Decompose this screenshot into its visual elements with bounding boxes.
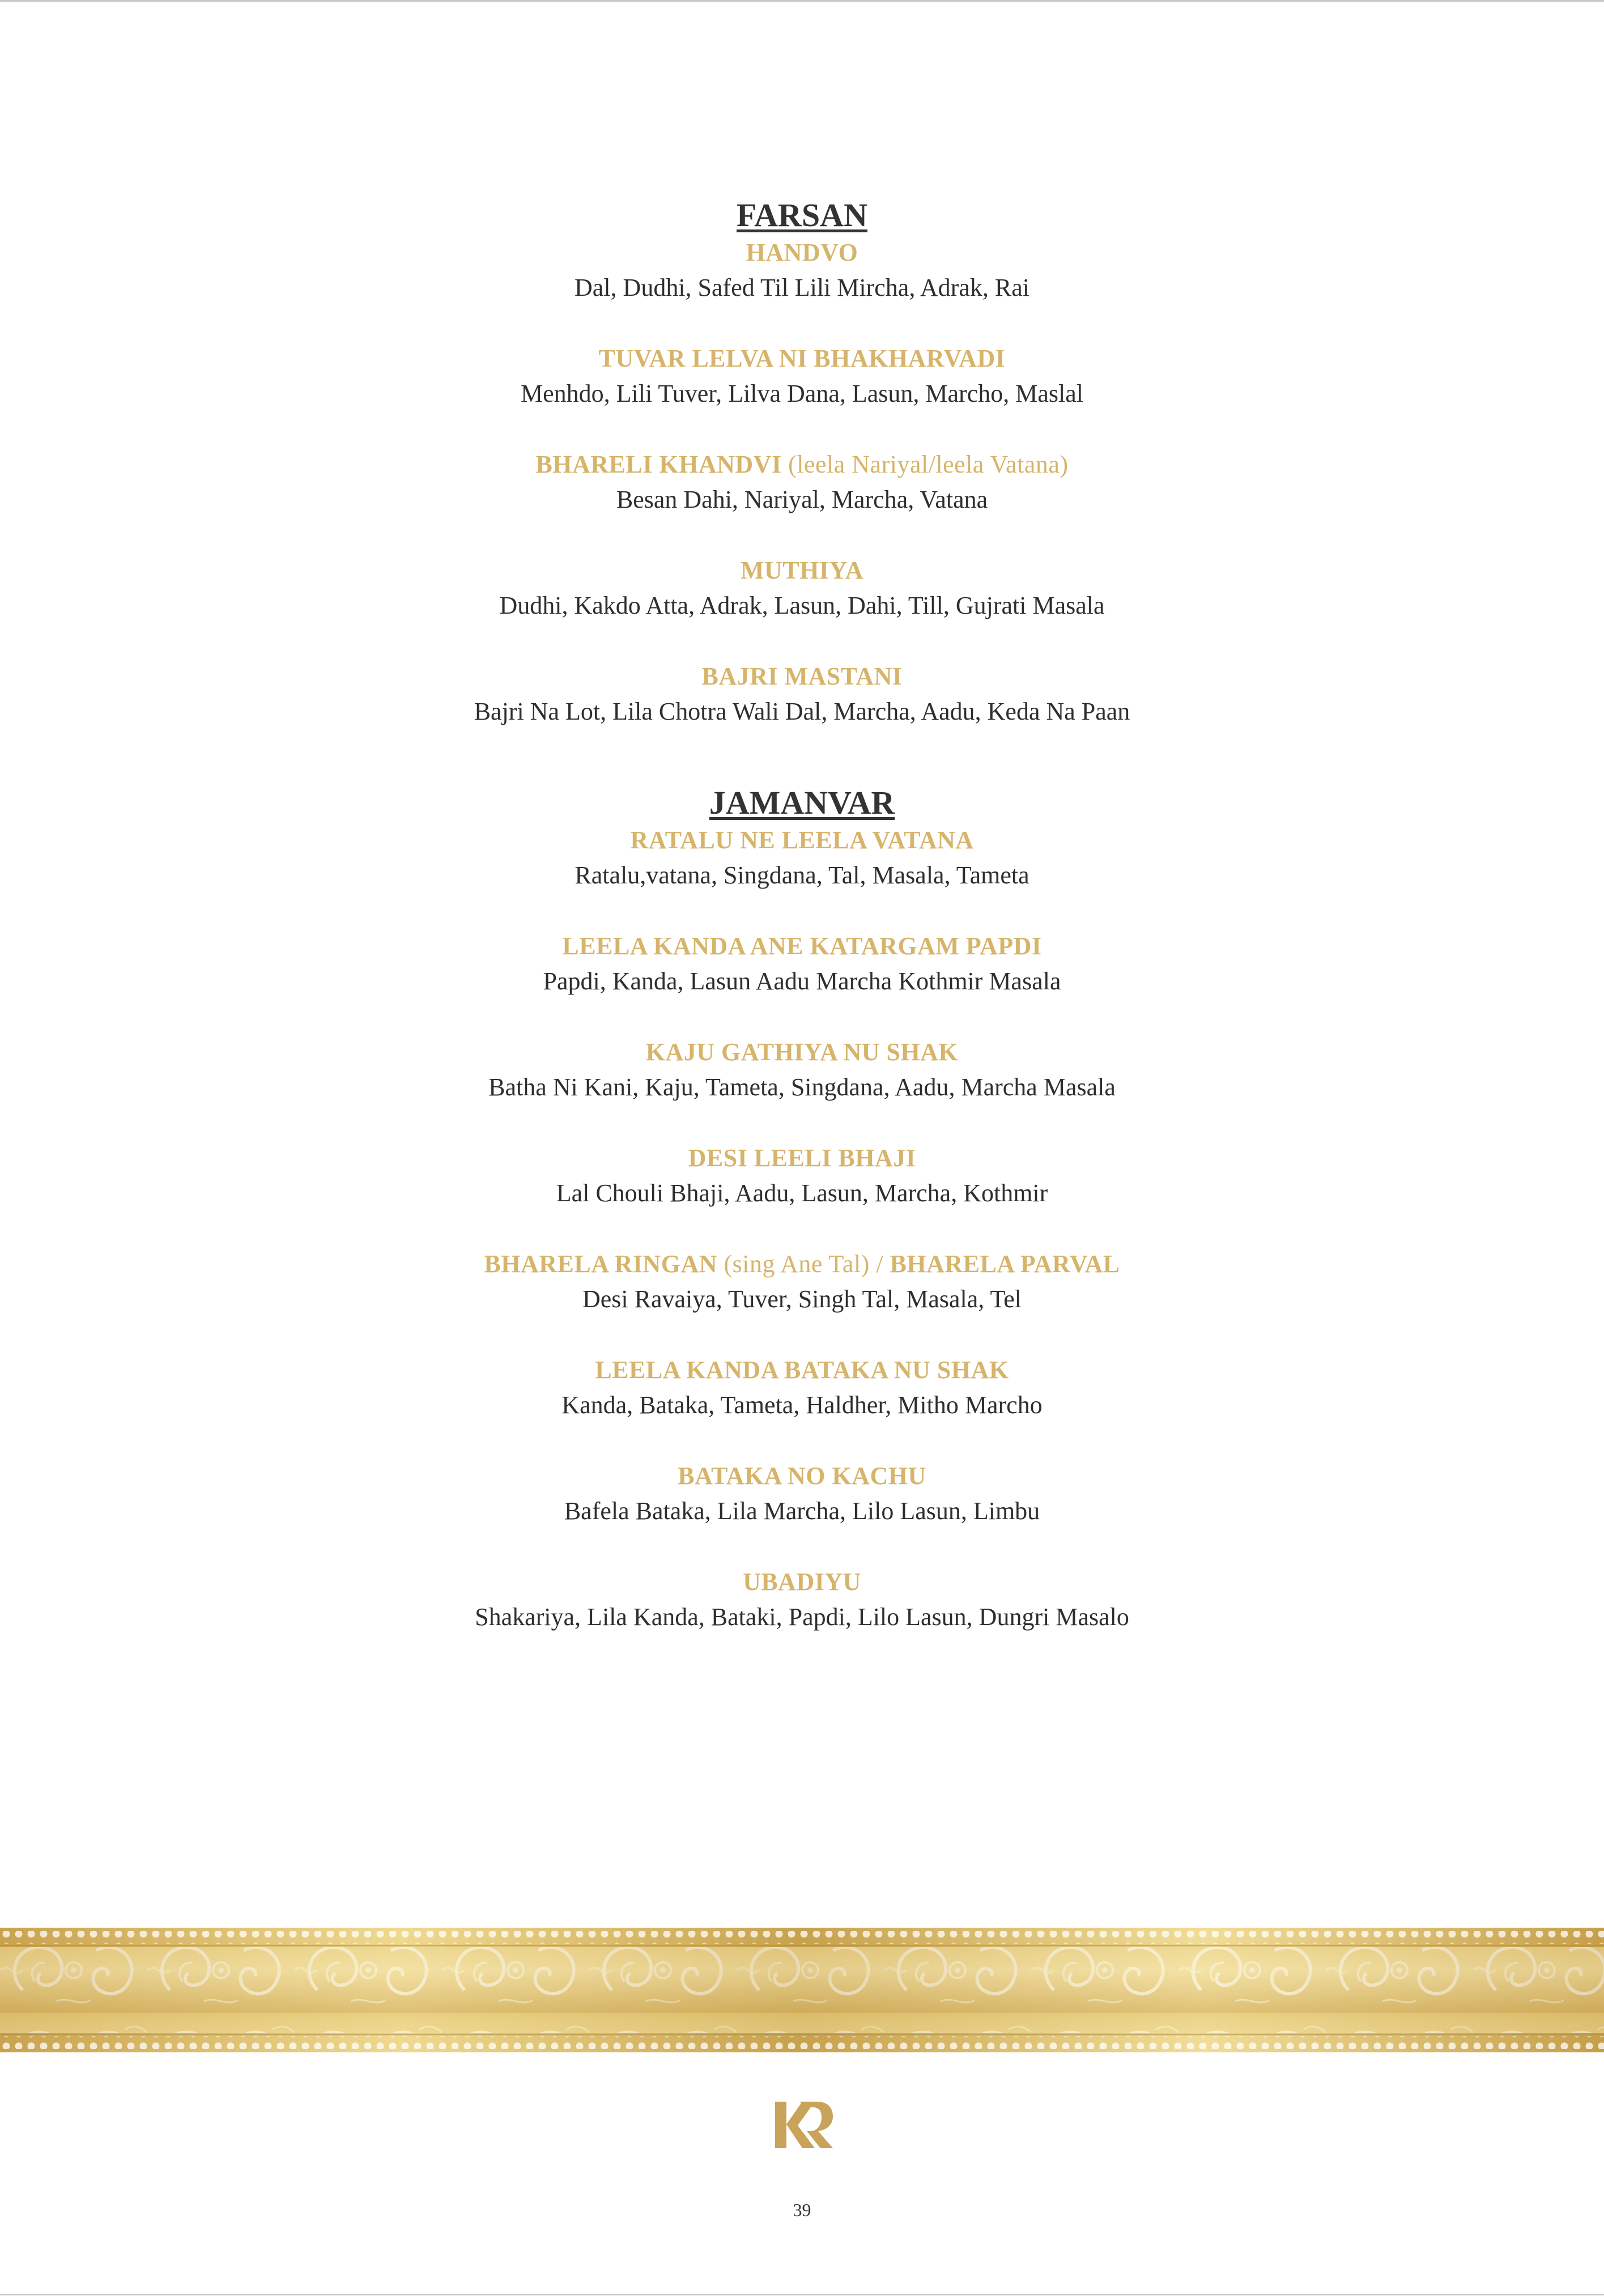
item-note: (leela Nariyal/leela Vatana) xyxy=(781,450,1069,478)
menu-item xyxy=(0,553,1604,623)
page-number: 39 xyxy=(793,2200,811,2220)
item-description: Papdi, Kanda, Lasun Aadu Marcha Kothmir Masala xyxy=(543,967,1061,995)
item-description: Menhdo, Lili Tuver, Lilva Dana, Lasun, Marcho, Maslal xyxy=(521,380,1083,407)
item-name: BHARELI KHANDVI xyxy=(535,450,782,478)
item-description: Dudhi, Kakdo Atta, Adrak, Lasun, Dahi, Till, Gujrati Masala xyxy=(499,592,1105,619)
kr-logo xyxy=(773,2099,835,2150)
decorative-border-band xyxy=(0,1928,1604,2052)
item-description: Batha Ni Kani, Kaju, Tameta, Singdana, Aadu, Marcha Masala xyxy=(488,1073,1116,1101)
item-description: Besan Dahi, Nariyal, Marcha, Vatana xyxy=(616,486,988,513)
item-name: DESI LEELI BHAJI xyxy=(688,1144,916,1172)
item-description: Shakariya, Lila Kanda, Bataki, Papdi, Lilo Lasun, Dungri Masalo xyxy=(475,1603,1129,1631)
item-name: MUTHIYA xyxy=(740,556,863,584)
menu-content xyxy=(0,195,1604,1635)
item-name: RATALU NE LEELA VATANA xyxy=(630,826,974,854)
menu-item xyxy=(0,1564,1604,1635)
item-name-alt: BHARELA PARVAL xyxy=(890,1250,1120,1278)
section-title-farsan: FARSAN xyxy=(737,197,867,233)
item-description: Desi Ravaiya, Tuver, Singh Tal, Masala, Tel xyxy=(582,1285,1022,1313)
item-name: BAJRI MASTANI xyxy=(701,662,903,690)
item-description: Bajri Na Lot, Lila Chotra Wali Dal, Marcha, Aadu, Keda Na Paan xyxy=(474,698,1130,725)
menu-item xyxy=(0,929,1604,999)
menu-item xyxy=(0,1353,1604,1423)
item-note: (sing Ane Tal) / xyxy=(717,1250,890,1278)
menu-item xyxy=(0,1247,1604,1317)
item-description: Kanda, Bataka, Tameta, Haldher, Mitho Marcho xyxy=(561,1391,1043,1419)
item-description: Dal, Dudhi, Safed Til Lili Mircha, Adrak, Rai xyxy=(575,274,1029,301)
top-rule xyxy=(0,0,1604,2)
item-name: BATAKA NO KACHU xyxy=(678,1462,926,1490)
menu-item xyxy=(0,1035,1604,1105)
menu-item xyxy=(0,341,1604,411)
item-name: UBADIYU xyxy=(743,1568,861,1596)
menu-item xyxy=(0,823,1604,893)
menu-item xyxy=(0,659,1604,729)
section-title-jamanvar: JAMANVAR xyxy=(709,784,895,821)
item-name: LEELA KANDA BATAKA NU SHAK xyxy=(595,1356,1009,1384)
menu-item xyxy=(0,1141,1604,1211)
menu-item xyxy=(0,1459,1604,1529)
item-name: BHARELA RINGAN xyxy=(484,1250,718,1278)
item-name: TUVAR LELVA NI BHAKHARVADI xyxy=(598,345,1006,372)
item-description: Lal Chouli Bhaji, Aadu, Lasun, Marcha, Kothmir xyxy=(556,1179,1048,1207)
item-description: Bafela Bataka, Lila Marcha, Lilo Lasun, Limbu xyxy=(564,1497,1040,1525)
item-name: HANDVO xyxy=(746,239,858,266)
item-description: Ratalu,vatana, Singdana, Tal, Masala, Tameta xyxy=(575,861,1029,889)
menu-item xyxy=(0,235,1604,305)
menu-item xyxy=(0,447,1604,517)
bottom-rule xyxy=(0,2294,1604,2295)
item-name: KAJU GATHIYA NU SHAK xyxy=(645,1038,959,1066)
item-name: LEELA KANDA ANE KATARGAM PAPDI xyxy=(562,932,1042,960)
item-name-line xyxy=(0,447,1604,482)
item-name-line xyxy=(0,1247,1604,1282)
